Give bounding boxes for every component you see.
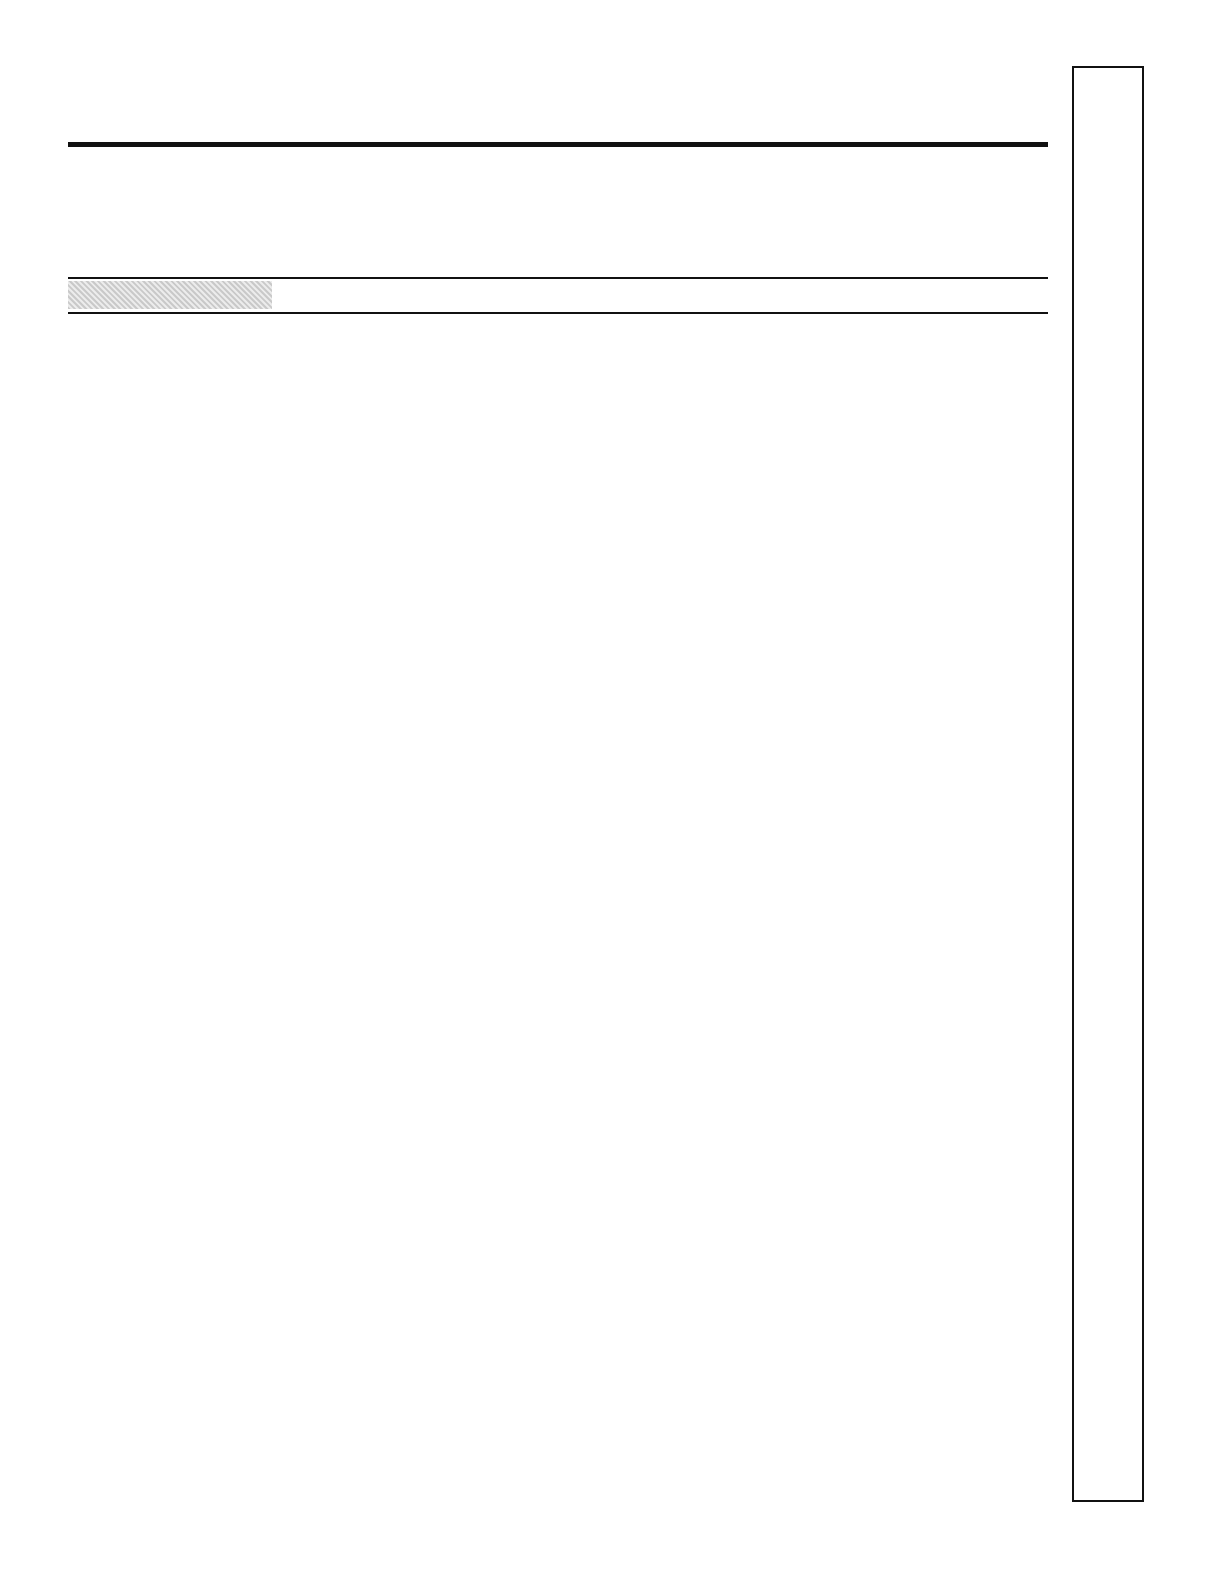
troubleshooting-table [68, 277, 1048, 314]
header-rule [68, 142, 1048, 147]
problem-column-header [68, 281, 272, 309]
section-tabs [1072, 66, 1144, 1502]
table-header [68, 277, 1048, 314]
